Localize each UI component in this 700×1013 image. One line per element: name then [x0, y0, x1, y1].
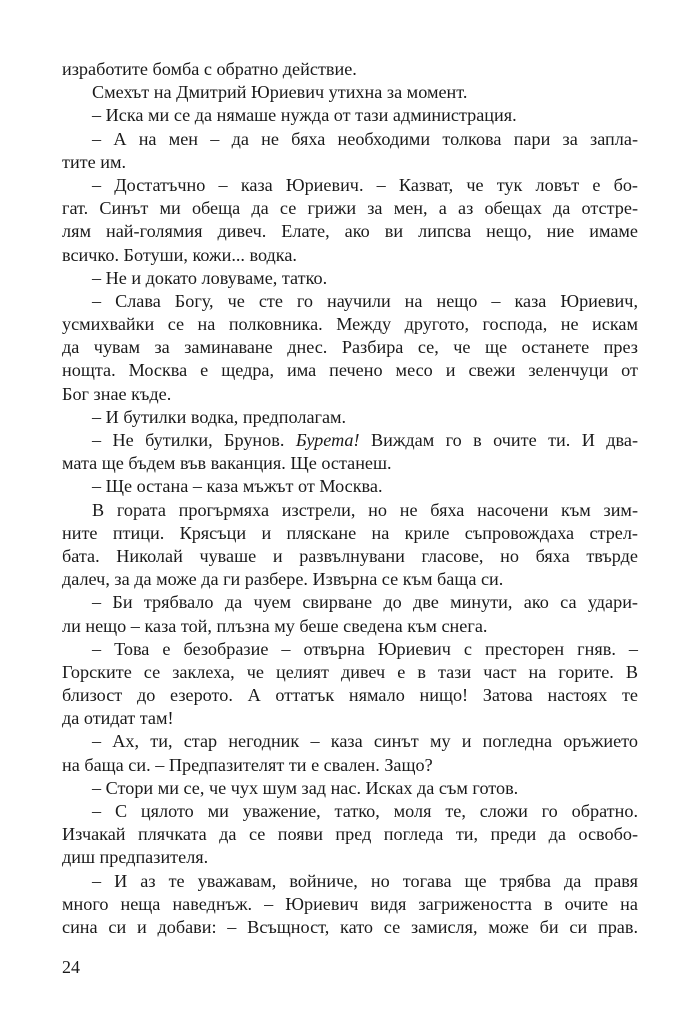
text-line: – Стори ми се, че чух шум зад нас. Исках да съм готов.	[92, 777, 519, 798]
text-line: нощта. Москва е щедра, има печено месо и свежи зеленчуци от	[62, 360, 638, 381]
text-line	[62, 429, 638, 452]
text-line: – С цялото ми уважение, татко, моля те, сложи го обратно.	[92, 801, 638, 821]
text-line: да чувам за заминаване днес. Разбира се, че ще останете през	[62, 337, 638, 358]
text-line: – Ах, ти, стар негодник – каза синът му и погледна оръжието	[92, 731, 638, 752]
text-line: – А на мен – да не бяха необходими толкова пари за запла-	[92, 128, 638, 149]
text-line: да отидат там!	[62, 708, 174, 729]
page-number: 24	[62, 957, 80, 977]
text-line: – Иска ми се да нямаше нужда от тази администрация.	[92, 105, 517, 126]
text-segment: Виждам го в очите ти. И два-	[359, 430, 638, 450]
text-segment: – Не бутилки, Брунов.	[92, 430, 296, 450]
text-line: сина си и добави: – Всъщност, като се замисля, може би си прав.	[62, 916, 638, 937]
text-line: – Слава Богу, че сте го научили на нещо – каза Юриевич,	[92, 290, 638, 311]
text-line: лям най-голямия дивеч. Елате, ако ви липсва нещо, ние имаме	[62, 221, 638, 242]
text-line: – И бутилки водка, предполагам.	[92, 406, 347, 427]
body-text	[62, 58, 638, 939]
text-line: гат. Синът ми обеща да се грижи за мен, а аз обещах да отстре-	[62, 198, 638, 219]
text-line: близост до езерото. А оттатък нямало нищо! Затова настоях те	[62, 685, 638, 706]
text-line: далеч, за да може да ги разбере. Извърна се към баща си.	[62, 569, 504, 590]
text-line: диш предпазителя.	[62, 847, 209, 868]
text-line: усмихвайки се на полковника. Между другото, господа, не искам	[62, 314, 638, 335]
text-line: – Не и докато ловуваме, татко.	[92, 267, 328, 288]
text-line: – Това е безобразие – отвърна Юриевич с престорен гняв. –	[92, 638, 638, 659]
text-line: Бог знае къде.	[62, 383, 172, 404]
text-line: Горските се заклеха, че целият дивеч е в тази част на горите. В	[62, 661, 638, 682]
text-line: изработите бомба с обратно действие.	[62, 59, 357, 79]
text-line: на баща си. – Предпазителят ти е свален. Защо?	[62, 754, 433, 775]
text-line: В гората прогърмяха изстрели, но не бяха насочени към зим-	[92, 499, 638, 520]
text-line: Смехът на Дмитрий Юриевич утихна за момент.	[92, 82, 468, 103]
italic-text: Бурета!	[295, 430, 360, 450]
text-line: всичко. Ботуши, кожи... водка.	[62, 244, 297, 265]
text-line: мата ще бъдем във ваканция. Ще останеш.	[62, 453, 392, 474]
text-line: много неща наведнъж. – Юриевич видя загрижеността в очите на	[62, 893, 638, 914]
text-line: – Би трябвало да чуем свирване до две минути, ако са удари-	[92, 592, 638, 613]
text-line: тите им.	[62, 151, 127, 172]
text-line: Изчакай плячката да се появи пред погледа ти, преди да освобо-	[62, 824, 638, 845]
text-line: – И аз те уважавам, войниче, но тогава ще трябва да правя	[92, 870, 638, 891]
text-line: – Достатъчно – каза Юриевич. – Казват, че тук ловът е бо-	[92, 174, 638, 195]
text-line: бата. Николай чуваше и развълнувани гласове, но бяха твърде	[62, 545, 638, 566]
text-line: – Ще остана – каза мъжът от Москва.	[92, 476, 383, 497]
text-line: ните птици. Крясъци и пляскане на криле съпровождаха стрел-	[62, 522, 638, 543]
text-line: ли нещо – каза той, плъзна му беше сведена към снега.	[62, 615, 488, 636]
